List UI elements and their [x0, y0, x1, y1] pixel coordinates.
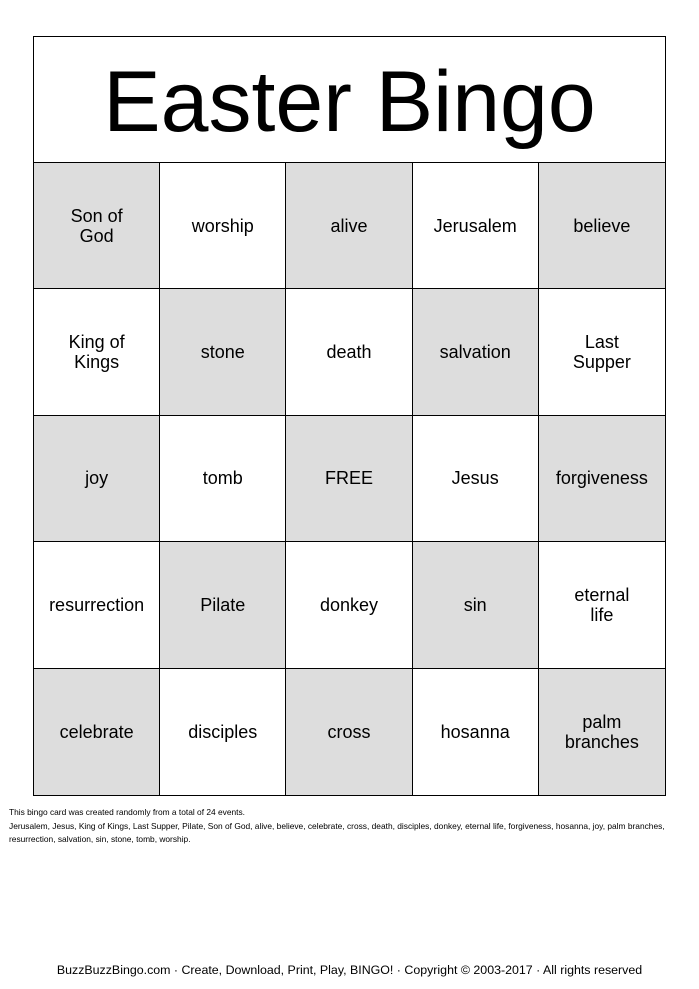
bingo-cell: forgiveness — [539, 416, 665, 542]
bingo-cell: death — [286, 289, 412, 415]
event-count-note: This bingo card was created randomly from a total of 24 events. — [9, 807, 246, 817]
title-cell — [34, 37, 665, 163]
bingo-cell: disciples — [160, 669, 286, 795]
bingo-cell: salvation — [413, 289, 539, 415]
bingo-cell: King of Kings — [34, 289, 160, 415]
bingo-cell: stone — [160, 289, 286, 415]
bingo-cell: Son of God — [34, 163, 160, 289]
bingo-cell: believe — [539, 163, 665, 289]
bingo-cell: Pilate — [160, 542, 286, 668]
bingo-cell: hosanna — [413, 669, 539, 795]
bingo-cell: cross — [286, 669, 412, 795]
bingo-cell: alive — [286, 163, 412, 289]
bingo-cell: celebrate — [34, 669, 160, 795]
bingo-cell: FREE — [286, 416, 412, 542]
bingo-cell: eternal life — [539, 542, 665, 668]
footer-copyright: BuzzBuzzBingo.com · Create, Download, Print, Play, BINGO! · Copyright © 2003-2017 · All rights reserved — [56, 963, 643, 977]
bingo-cell: palm branches — [539, 669, 665, 795]
bingo-cell: sin — [413, 542, 539, 668]
bingo-cell: Last Supper — [539, 289, 665, 415]
event-list: Jerusalem, Jesus, King of Kings, Last Supper, Pilate, Son of God, alive, believe, celebrate, cross, death, disciples, donkey, eternal life, forgiveness, hosanna, joy, palm branches, resurrection, salvation, sin, stone, tomb, worship. — [9, 820, 665, 844]
bingo-grid — [34, 163, 665, 795]
bingo-card — [33, 36, 666, 796]
event-note — [9, 806, 691, 847]
bingo-cell: joy — [34, 416, 160, 542]
bingo-cell: tomb — [160, 416, 286, 542]
bingo-cell: resurrection — [34, 542, 160, 668]
bingo-cell: Jerusalem — [413, 163, 539, 289]
bingo-cell: worship — [160, 163, 286, 289]
card-title: Easter Bingo — [103, 53, 596, 150]
bingo-cell: donkey — [286, 542, 412, 668]
bingo-cell: Jesus — [413, 416, 539, 542]
